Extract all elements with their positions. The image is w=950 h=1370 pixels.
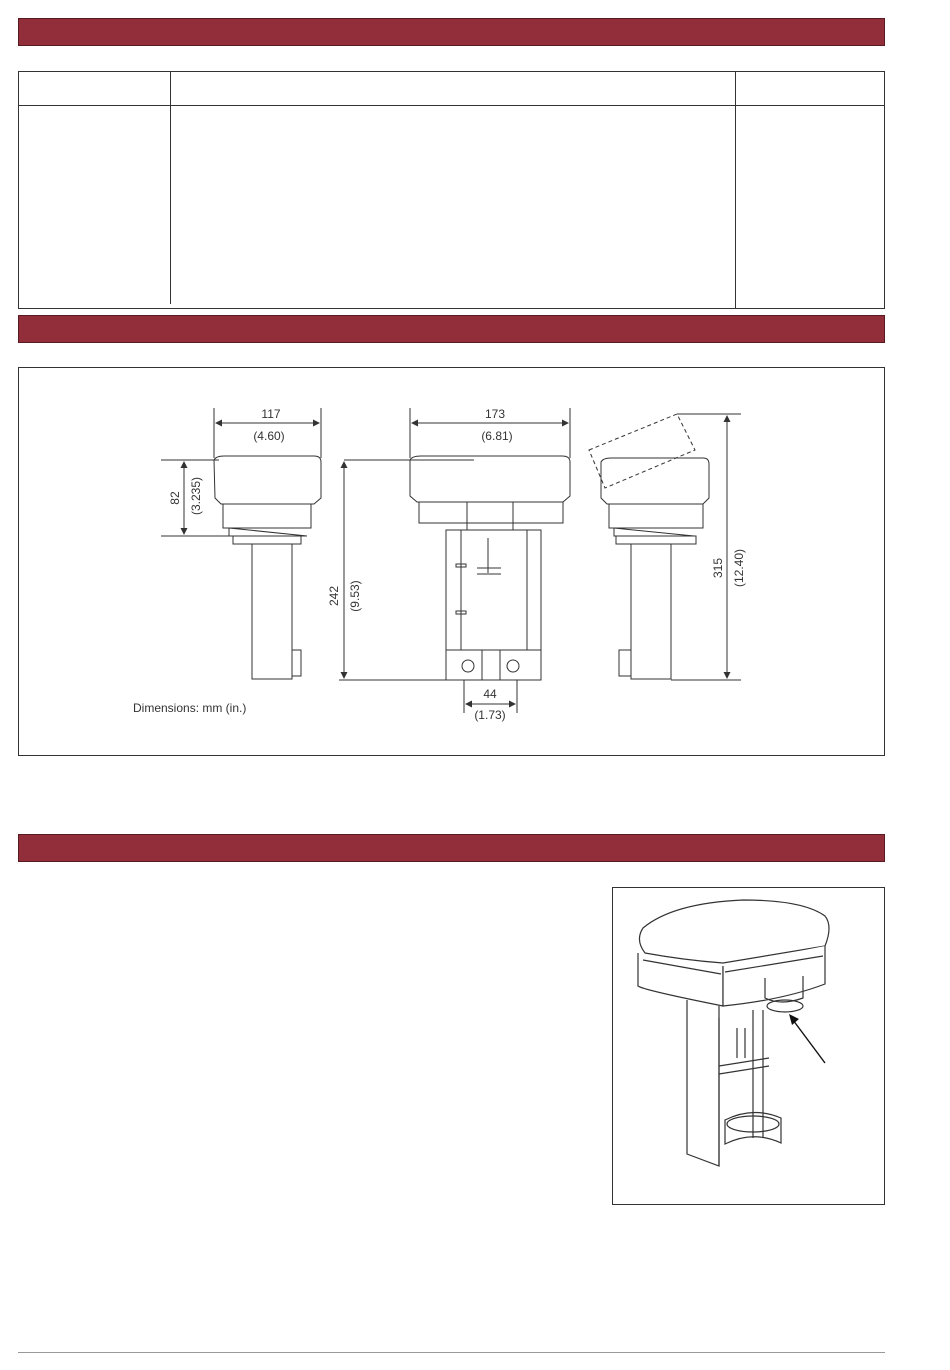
dimension-drawing	[19, 368, 886, 757]
actuator-illustration	[613, 888, 886, 1206]
section-header-bar-1	[18, 18, 885, 46]
dim-242-in: (9.53)	[348, 580, 362, 612]
section-header-bar-2	[18, 315, 885, 343]
actuator-illustration-frame	[612, 887, 885, 1205]
dimensions-caption: Dimensions: mm (in.)	[133, 701, 247, 715]
dim-44-in: (1.73)	[474, 708, 506, 722]
table-header-divider	[19, 105, 884, 106]
dim-315-mm: 315	[711, 557, 725, 579]
dim-242-mm: 242	[327, 585, 341, 607]
dim-117-in: (4.60)	[253, 429, 285, 443]
footer-rule	[18, 1352, 885, 1353]
table-column-divider-1	[170, 72, 171, 304]
table-column-divider-2	[735, 72, 736, 308]
dim-315-in: (12.40)	[732, 548, 746, 588]
dim-82-in: (3.235)	[189, 476, 203, 516]
dim-173-in: (6.81)	[481, 429, 513, 443]
dimension-drawing-frame	[18, 367, 885, 756]
section-header-bar-3	[18, 834, 885, 862]
spec-table	[18, 71, 885, 309]
dim-44-mm: 44	[483, 687, 497, 701]
front-view	[339, 408, 570, 713]
dim-173-mm: 173	[484, 407, 506, 421]
side-view	[161, 408, 321, 679]
right-view	[589, 414, 741, 680]
dim-117-mm: 117	[261, 407, 281, 421]
dim-82-mm: 82	[168, 491, 182, 505]
